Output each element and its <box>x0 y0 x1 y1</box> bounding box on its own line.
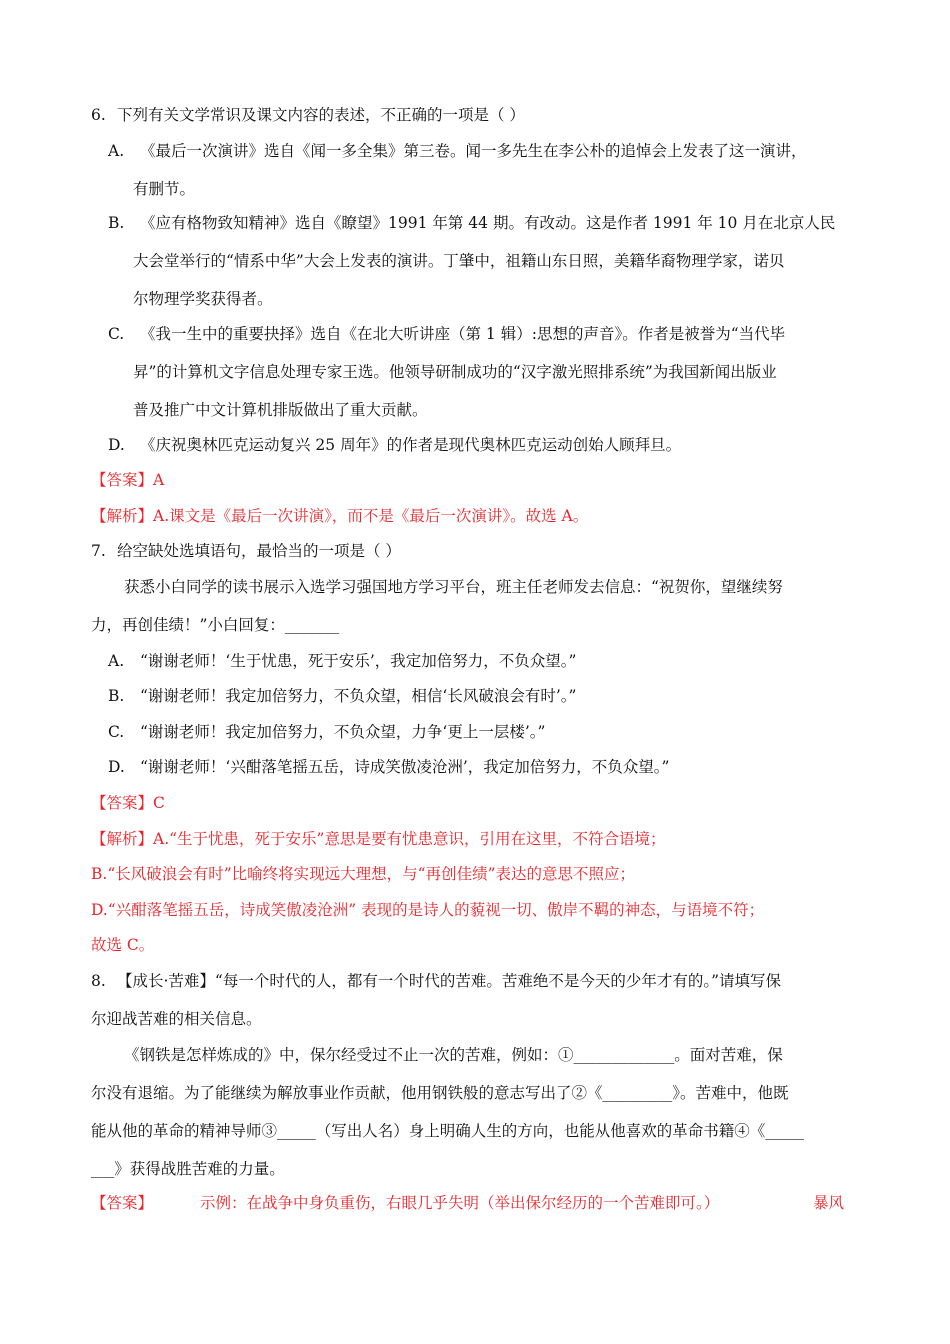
q6-option-a-cont: 有删节。 <box>133 180 196 198</box>
q8-passage-line3: 能从他的革命的精神导师③_____（写出人名）身上明确人生的方向，也能从他喜欢的革命书籍④《_____ <box>91 1122 805 1140</box>
q8-passage-line2: 尔没有退缩。为了能继续为解放事业作贡献，他用钢铁般的意志写出了②《_________》。苦难中，他既 <box>91 1084 789 1102</box>
q6-number: 6. <box>91 106 106 124</box>
q7-answer: 【答案】C <box>91 794 165 812</box>
q6-option-b: B. 《应有格物致知精神》选自《瞭望》1991 年第 44 期。有改动。这是作者 1991 年 10 月在北京人民 <box>108 214 836 232</box>
q8-passage-line1: 《钢铁是怎样炼成的》中，保尔经受过不止一次的苦难，例如：①_____________。面对苦难，保 <box>124 1046 783 1064</box>
q7-analysis-1: 【解析】A.“生于忧患，死于安乐”意思是要有忧患意识，引用在这里，不符合语境； <box>91 830 666 848</box>
q7-stem: 7. 给空缺处选填语句，最恰当的一项是（ ） <box>91 542 401 560</box>
q6-option-a: A. 《最后一次演讲》选自《闻一多全集》第三卷。闻一多先生在李公朴的追悼会上发表了这一演讲， <box>108 142 807 160</box>
q7-analysis-4: 故选 C。 <box>91 936 155 954</box>
q8-answer-text: 示例：在战争中身负重伤，右眼几乎失明（举出保尔经历的一个苦难即可。） <box>200 1194 720 1212</box>
q7-option-d: D. “谢谢老师！‘兴酣落笔摇五岳，诗成笑傲凌沧洲’，我定加倍努力，不负众望。” <box>108 758 670 776</box>
q7-analysis-3: D.“兴酣落笔摇五岳，诗成笑傲凌沧洲” 表现的是诗人的藐视一切、傲岸不羁的神态，与语境不符； <box>91 901 765 919</box>
q7-option-a: A. “谢谢老师！‘生于忧患，死于安乐’，我定加倍努力，不负众望。” <box>108 652 577 670</box>
q8-number: 8. <box>91 972 106 990</box>
q8-answer-label: 【答案】 <box>91 1194 154 1212</box>
q6-option-b-cont1: 大会堂举行的“情系中华”大会上发表的演讲。丁肇中，祖籍山东日照，美籍华裔物理学家，诺贝 <box>133 252 785 270</box>
q6-option-d: D. 《庆祝奥林匹克运动复兴 25 周年》的作者是现代奥林匹克运动创始人顾拜旦。 <box>108 436 682 454</box>
q7-analysis-2: B.“长风破浪会有时”比喻终将实现远大理想，与“再创佳绩”表达的意思不照应； <box>91 865 636 883</box>
q7-option-b: B. “谢谢老师！我定加倍努力，不负众望，相信‘长风破浪会有时’。” <box>108 687 577 705</box>
q6-option-c-cont1: 昇”的计算机文字信息处理专家王选。他领导研制成功的“汉字激光照排系统”为我国新闻出版业 <box>133 363 777 381</box>
q8-stem: 8. 【成长·苦难】“每一个时代的人，都有一个时代的苦难。苦难绝不是今天的少年才有的。”请填写保 <box>91 972 782 990</box>
q7-passage-line1: 获悉小白同学的读书展示入选学习强国地方学习平台，班主任老师发去信息：“祝贺你，望继续努 <box>124 578 783 596</box>
q8-answer-tail: 暴风 <box>813 1194 845 1212</box>
q6-analysis: 【解析】A.课文是《最后一次讲演》，而不是《最后一次演讲》。故选 A。 <box>91 507 589 525</box>
q6-stem: 6. 下列有关文学常识及课文内容的表述，不正确的一项是（ ） <box>91 106 525 124</box>
q8-stem-cont: 尔迎战苦难的相关信息。 <box>91 1010 262 1028</box>
q7-number: 7. <box>91 542 106 560</box>
q6-option-c: C. 《我一生中的重要抉择》选自《在北大听讲座（第 1 辑）:思想的声音》。作者是被誉为“当代毕 <box>108 325 786 343</box>
q8-passage-line4: ___》获得战胜苦难的力量。 <box>91 1160 285 1178</box>
q7-passage-line2: 力，再创佳绩！”小白回复：_______ <box>91 616 340 634</box>
q6-answer: 【答案】A <box>91 471 165 489</box>
q6-option-c-cont2: 普及推广中文计算机排版做出了重大贡献。 <box>133 401 428 419</box>
q6-option-b-cont2: 尔物理学奖获得者。 <box>133 290 273 308</box>
q7-option-c: C. “谢谢老师！我定加倍努力，不负众望，力争‘更上一层楼’。” <box>108 723 546 741</box>
